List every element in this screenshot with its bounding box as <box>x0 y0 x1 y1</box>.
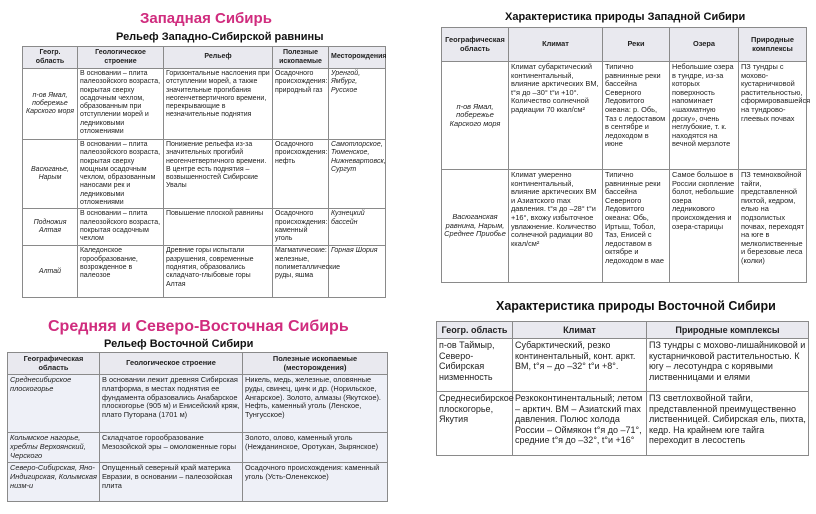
deposit-cell: Горная Шория <box>329 246 386 298</box>
table-cell: Осадочного происхождения: каменный уголь (Усть-Оленекское) <box>243 463 388 502</box>
column-header: Геологическое строение <box>78 47 164 69</box>
table-cell: Резкоконтинентальный; летом – арктич. ВМ – Азиатский max давления. Полюс холода России – Оймякон t°я до –71°, средние t°я до –32°, t°и +16° <box>513 392 647 456</box>
deposit-cell: Самотлорское, Тюменское, Нижневартовск, Сургут <box>329 140 386 209</box>
table-cell: Субарктический, резко континентальный, конт. аркт. ВМ, t°я – до –32° t°и +8°. <box>513 339 647 392</box>
region-cell: Васюганье, Нарым <box>23 140 78 209</box>
table-cell: Осадочного происхождения: каменный уголь <box>273 209 329 246</box>
table-header-row <box>23 47 386 69</box>
table-cell: Каледонское горообразование, возрожденное в палеозое <box>78 246 164 298</box>
region-cell: Колымское нагорье, хребты Верхоянский, Черского <box>8 433 100 463</box>
table-cell: Осадочного происхождения: нефть <box>273 140 329 209</box>
table-row <box>8 375 388 433</box>
region-cell: Подножия Алтая <box>23 209 78 246</box>
column-header: Озера <box>670 28 739 62</box>
region-cell: Среднесибирское плоскогорье <box>8 375 100 433</box>
column-header: Климат <box>509 28 603 62</box>
region-cell: Васюганская равнина, Нарым, Среднее Приобье <box>442 170 509 283</box>
relief-title-east: Рельеф Восточной Сибири <box>104 338 254 350</box>
table-cell: В основании – плита палеозойского возраста, покрытая сверху осадочным чехлом, образованным при отступлении морей и ледниковыми отложениями <box>78 69 164 140</box>
table-row <box>23 69 386 140</box>
table-cell: Повышение плоской равнины <box>164 209 273 246</box>
nature-title-west: Характеристика природы Западной Сибири <box>505 11 746 23</box>
column-header: Географическая область <box>442 28 509 62</box>
nature-table-east <box>436 321 809 456</box>
region-cell: Северо-Сибирская, Яно-Индигирская, Колымская низм-и <box>8 463 100 502</box>
column-header: Геогр. область <box>437 322 513 339</box>
table-header-row <box>437 322 809 339</box>
column-header: Реки <box>603 28 670 62</box>
table-cell: Горизонтальные наслоения при отступлении морей, а также значительные прогибания неогенчетвертичного времени, перекрывающие в незначительные поднятия <box>164 69 273 140</box>
region-cell: п-ов Ямал, побережье Карского моря <box>23 69 78 140</box>
table-header-row <box>8 353 388 375</box>
region-cell: п-ов Ямал, побережье Карского моря <box>442 62 509 170</box>
page-title-east-siberia: Средняя и Северо-Восточная Сибирь <box>48 318 349 335</box>
table-row <box>437 339 809 392</box>
table-row <box>442 170 807 283</box>
table-cell: Небольшие озера в тундре, из-за которых поверхность напоминает «шахматную доску», очень неглубокие, т. к. находятся на вечной мерзлоте <box>670 62 739 170</box>
table-row <box>23 209 386 246</box>
table-cell: Золото, олово, каменный уголь (Нежданинское, Оротукан, Зырянское) <box>243 433 388 463</box>
column-header: Рельеф <box>164 47 273 69</box>
table-cell: В основании – плита палеозойского возраста, покрытая осадочным чехлом <box>78 209 164 246</box>
table-row <box>442 62 807 170</box>
table-cell: ПЗ темнохвойной тайги, представленной пихтой, кедром, елью на подзолистых почвах, переходят на юге в мелколиственные и березовые леса (колки) <box>739 170 807 283</box>
table-cell: ПЗ тундры с мохово-кустарничковой растительностью, сформировавшейся на тундрово-глеевых почвах <box>739 62 807 170</box>
table-row <box>437 392 809 456</box>
column-header: Географическая область <box>8 353 100 375</box>
table-cell: Типично равнинные реки бассейна Северного Ледовитого океана: Обь, Иртыш, Тобол, Таз, Енисей с ледоставом в октябре и ледоходом в мае <box>603 170 670 283</box>
column-header: Месторождения <box>329 47 386 69</box>
region-cell: Алтай <box>23 246 78 298</box>
table-cell: Типично равнинные реки бассейна Северного Ледовитого океана: р. Обь, Таз с ледоставом в сентябре и ледоходом в июне <box>603 62 670 170</box>
column-header: Геологическое строение <box>100 353 243 375</box>
table-row <box>23 140 386 209</box>
table-cell: Климат субарктический континентальный, влияние арктических ВМ, t°я до –30° t°и +10°. Количество солнечной радиации 70 ккал/см² <box>509 62 603 170</box>
table-cell: В основании – плита палеозойского возраста, покрытая сверху мощным осадочным чехлом, образованным наносами рек и ледниковыми отложениями <box>78 140 164 209</box>
table-cell: Самое большое в России скопление болот, небольшие озера ледникового происхождения и озера-старицы <box>670 170 739 283</box>
column-header: Природные комплексы <box>647 322 809 339</box>
table-cell: Древние горы испытали разрушения, современные поднятия, образовались складчато-глыбовые горы Алтая <box>164 246 273 298</box>
relief-table-west <box>22 46 386 298</box>
nature-title-east: Характеристика природы Восточной Сибири <box>496 299 776 313</box>
deposit-cell: Уренгой, Ямбург, Русское <box>329 69 386 140</box>
table-cell: Понижение рельефа из-за значительных прогибий неогенчетвертичного времени. В центре есть поднятия – возвышенностей Сибирские Увалы <box>164 140 273 209</box>
relief-table-east <box>7 352 388 502</box>
table-cell: Опущенный северный край материка Евразии, в основании – палеозойская плита <box>100 463 243 502</box>
table-row <box>8 433 388 463</box>
column-header: Полезные ископаемые (месторождения) <box>243 353 388 375</box>
table-cell: Климат умеренно континентальный, влияние арктических ВМ и Азиатского max давления. t°я до –28° t°и +16°, вхожу избыточное увлажнение. Количество солнечной радиации 80 ккал/см² <box>509 170 603 283</box>
table-cell: ПЗ тундры с мохово-лишайниковой и кустарничковой растительностью. К югу – лесотундра с корявыми лиственницами и елями <box>647 339 809 392</box>
page-title-west-siberia: Западная Сибирь <box>140 10 272 27</box>
region-cell: Среднесибирское плоскогорье, Якутия <box>437 392 513 456</box>
deposit-cell: Кузнецкий бассейн <box>329 209 386 246</box>
table-cell: Осадочного происхождения: природный газ <box>273 69 329 140</box>
column-header: Полезные ископаемые <box>273 47 329 69</box>
region-cell: п-ов Таймыр, Северо-Сибирская низменность <box>437 339 513 392</box>
nature-table-west <box>441 27 811 283</box>
table-header-row <box>442 28 807 62</box>
table-row <box>8 463 388 502</box>
table-cell: Никель, медь, железные, оловянные руды, свинец, цинк и др. (Норильское, Ангарское). Золото, алмазы (Якутское). Нефть, каменный уголь (Ленское, Тунгусское) <box>243 375 388 433</box>
table-cell: Магматические: железные, полиметаллические руды, яшма <box>273 246 329 298</box>
table-cell: Складчатое горообразование Мезозойской эры – омоложенные горы <box>100 433 243 463</box>
relief-title-west: Рельеф Западно-Сибирской равнины <box>116 31 324 43</box>
table-row <box>23 246 386 298</box>
table-cell: В основании лежит древняя Сибирская платформа, в местах поднятия ее фундамента образовались Анабарское плоскогорье (905 м) и Енисейский кряж, плато Путорана (1701 м) <box>100 375 243 433</box>
column-header: Климат <box>513 322 647 339</box>
column-header: Геогр. область <box>23 47 78 69</box>
column-header: Природные комплексы <box>739 28 807 62</box>
table-cell: ПЗ светлохвойной тайги, представленной преимущественно лиственницей. Сибирская ель, пихта, кедр. На крайнем юге тайга переходит в лесостепь <box>647 392 809 456</box>
